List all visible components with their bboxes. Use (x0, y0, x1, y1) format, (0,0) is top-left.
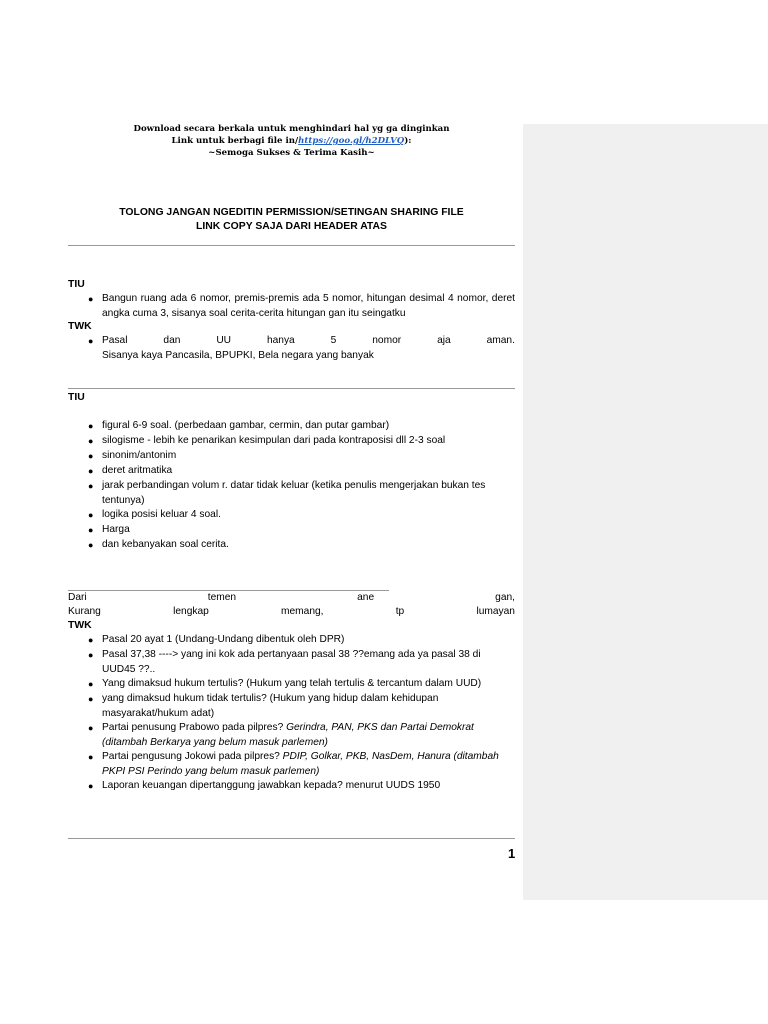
bullet-icon: ● (88, 466, 94, 476)
word: aja (437, 335, 451, 346)
bullet-icon: ● (88, 679, 94, 689)
list-item (88, 750, 515, 779)
bullet-icon: ● (88, 540, 94, 550)
bullet-icon: ● (88, 694, 94, 704)
word: memang, (281, 606, 324, 617)
list-item (88, 692, 515, 721)
share-link[interactable]: https://goo.gl/h2DLVQ (298, 136, 405, 146)
bullet-icon: ● (88, 525, 94, 535)
list-item (88, 449, 515, 464)
list-item-text: silogisme - lebih ke penarikan kesimpulan dari pada kontraposisi dll 2-3 soal (102, 435, 446, 446)
word: 5 (330, 335, 337, 346)
list-item-italic: PDIP, Golkar, PKB, NasDem, Hanura (ditambah PKPI PSI Perindo yang belum masuk parlemen) (102, 751, 499, 777)
word: temen (207, 592, 237, 603)
list-item-text: logika posisi keluar 4 soal. (102, 509, 221, 520)
intro-line-1 (68, 592, 515, 603)
page-number: 1 (508, 846, 516, 861)
list-item-italic: Gerindra, PAN, PKS dan Partai Demokrat (ditambah Berkarya yang belum masuk parlemen) (102, 722, 474, 748)
word: dan (163, 335, 181, 346)
divider (68, 388, 515, 389)
bullet-icon: ● (88, 650, 94, 660)
list-item (88, 508, 515, 523)
word: nomor (372, 335, 402, 346)
title-line-1: TOLONG JANGAN NGEDITIN PERMISSION/SETINGAN SHARING FILE (119, 207, 464, 218)
list-item (88, 419, 515, 434)
bullet-icon: ● (88, 436, 94, 446)
list-item (88, 633, 515, 648)
list-item-text: deret aritmatika (102, 465, 173, 476)
list-item (88, 677, 515, 692)
title-line-2: LINK COPY SAJA DARI HEADER ATAS (196, 221, 387, 232)
list-item (88, 479, 515, 508)
comment-pane (523, 124, 768, 900)
list-item (88, 721, 515, 750)
list-item-text: yang dimaksud hukum tidak tertulis? (Hukum yang hidup dalam kehidupan masyarakat/hukum adat) (102, 693, 439, 719)
twk-line-1 (102, 334, 515, 349)
list-item-text: figural 6-9 soal. (perbedaan gambar, cermin, dan putar gambar) (102, 420, 390, 431)
bullet-icon: ● (88, 635, 94, 645)
list-item-text: dan kebanyakan soal cerita. (102, 539, 229, 550)
divider-short (68, 590, 389, 591)
bullet-icon: ● (88, 421, 94, 431)
list-item (88, 523, 515, 538)
twk-line-2: Sisanya kaya Pancasila, BPUPKI, Bela negara yang banyak (102, 349, 374, 361)
list-item (88, 434, 515, 449)
header-line-3: ~Semoga Sukses & Terima Kasih~ (208, 148, 375, 158)
bullet-icon: ● (88, 723, 94, 733)
divider (68, 245, 515, 246)
intro-line-2 (68, 606, 515, 617)
word: lumayan (476, 606, 515, 617)
header-line-1: Download secara berkala untuk menghindari hal yg ga dinginkan (133, 124, 450, 134)
word: tp (395, 606, 405, 617)
word: hanya (266, 335, 295, 346)
section-twk-2: TWK (68, 620, 92, 631)
word: UU (216, 335, 232, 346)
list-item: ● Bangun ruang ada 6 nomor, premis-premis ada 5 nomor, hitungan desimal 4 nomor, deret angka cuma 3, sisanya soal cerita-cerita hitungan gan itu seingatku (88, 293, 515, 319)
section-tiu-2: TIU (68, 392, 85, 403)
word: ane (357, 592, 375, 603)
list-item (88, 648, 515, 677)
list-item-text: Pasal 37,38 ----> yang ini kok ada pertanyaan pasal 38 ??emang ada ya pasal 38 di UUD45 ??.. (102, 649, 481, 675)
bullet-icon: ● (88, 781, 94, 791)
word: Pasal (102, 335, 128, 346)
footer-divider (68, 838, 515, 839)
list-item (88, 334, 515, 363)
word: Kurang (68, 606, 101, 617)
list-item-text: Laporan keuangan dipertanggung jawabkan kepada? menurut UUDS 1950 (102, 780, 441, 791)
bullet-icon: ● (88, 294, 94, 304)
header-line-2: Link untuk berbagi file in/https://goo.gl/h2DLVQ): (171, 136, 412, 146)
list-item-text: Partai penusung Prabowo pada pilpres? (102, 722, 287, 733)
list-item-text: jarak perbandingan volum r. datar tidak keluar (ketika penulis mengerjakan bukan tes tentunya) (102, 480, 486, 506)
bullet-icon: ● (88, 510, 94, 520)
section-tiu-1: TIU (68, 279, 85, 290)
list-item-text: Yang dimaksud hukum tertulis? (Hukum yang telah tertulis & tercantum dalam UUD) (102, 678, 482, 689)
word: Dari (68, 592, 87, 603)
list-item-text: Pasal 20 ayat 1 (Undang-Undang dibentuk oleh DPR) (102, 634, 345, 645)
bullet-icon: ● (88, 336, 94, 346)
word: aman. (486, 335, 515, 346)
list-item (88, 779, 515, 794)
list-item (88, 538, 515, 553)
bullet-icon: ● (88, 481, 94, 491)
list-item-text: sinonim/antonim (102, 450, 177, 461)
word: gan, (495, 592, 515, 603)
bullet-icon: ● (88, 451, 94, 461)
section-twk-1: TWK (68, 321, 92, 332)
word: lengkap (173, 606, 209, 617)
bullet-icon: ● (88, 752, 94, 762)
list-item (88, 464, 515, 479)
list-item-text: Partai pengusung Jokowi pada pilpres? (102, 751, 283, 762)
list-item-text: Harga (102, 524, 130, 535)
